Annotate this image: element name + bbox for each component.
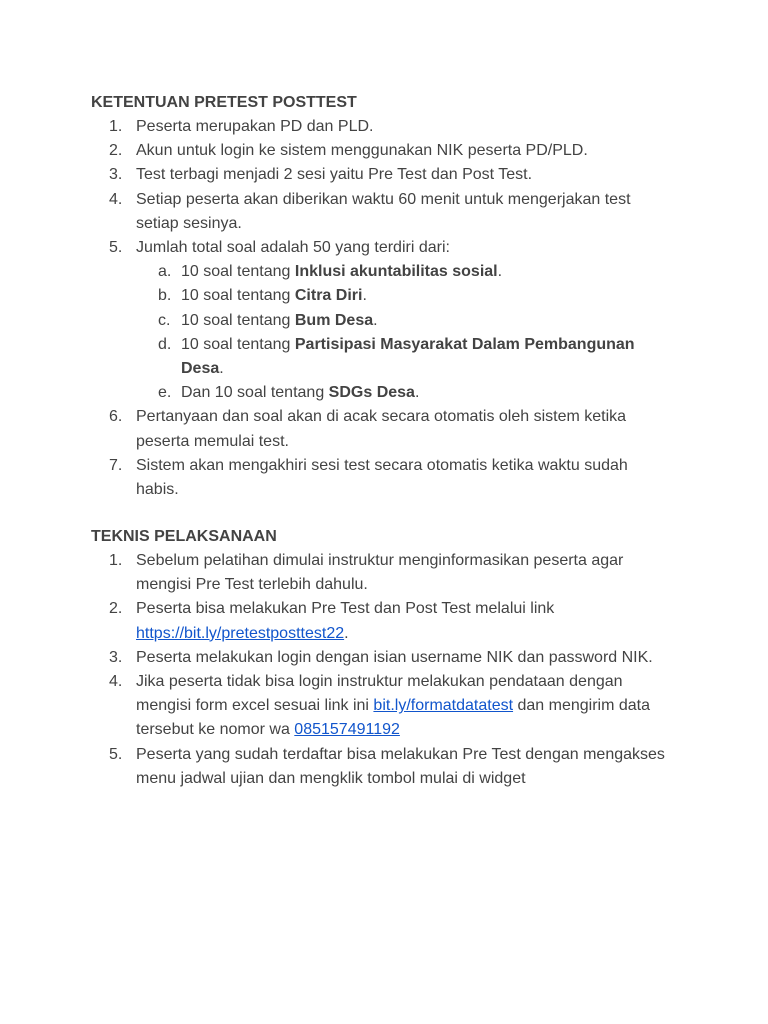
list-item [0,236,768,260]
sub-list-item [0,284,768,308]
list-number: 7. [109,456,123,474]
list-item-text [136,670,666,743]
sub-suffix: . [373,311,378,329]
list-number: 1. [109,118,123,135]
format-data-link[interactable]: bit.ly/formatdatatest [373,697,514,715]
list-item [0,188,768,236]
list-number: 4. [109,190,123,208]
sub-list-letter: c. [158,311,171,329]
sub-bold-topic: Inklusi akuntabilitas sosial [294,263,498,281]
item-text-before-link: Jika peserta tidak bisa login instruktur melakukan pendataan dengan mengisi form excel sesuai link ini [136,673,623,715]
sub-list-item [0,333,768,381]
list-item-text: Sistem akan mengakhiri sesi test secara otomatis ketika waktu sudah habis. [136,456,628,499]
sub-list-item [0,381,768,405]
list-item [0,549,768,597]
sub-list-text [181,260,661,284]
list-item-text: Peserta melakukan login dengan isian username NIK dan password NIK. [136,648,653,666]
sub-list-letter: d. [158,335,172,353]
sub-list-item [0,309,768,333]
item-text-before-link: Peserta bisa melakukan Pre Test dan Post Test melalui link [136,600,555,618]
section-title-teknis: TEKNIS PELAKSANAAN [91,528,277,545]
list-item [0,139,768,163]
list-item-text: Sebelum pelatihan dimulai instruktur menginformasikan peserta agar mengisi Pre Test terlebih dahulu. [136,552,624,594]
pretest-link[interactable]: https://bit.ly/pretestposttest22 [136,624,345,642]
list-number: 1. [109,552,123,569]
sub-bold-topic: Partisipasi Masyarakat Dalam Pembangunan Desa [181,335,635,378]
list-item [0,597,768,645]
list-number: 2. [109,142,123,160]
item-text-between-links: dan mengirim data tersebut ke nomor wa [136,697,651,739]
list-item [0,163,768,187]
sub-list-text [181,284,661,308]
list-item-text: Test terbagi menjadi 2 sesi yaitu Pre Test dan Post Test. [136,166,533,184]
sub-list-letter: a. [158,263,172,281]
sub-prefix: 10 soal tentang [181,335,295,353]
sub-list-letter: b. [158,287,172,305]
section-title-ketentuan: KETENTUAN PRETEST POSTTEST [91,94,357,111]
sub-suffix: . [414,384,420,402]
list-item-text: Akun untuk login ke sistem menggunakan NIK peserta PD/PLD. [136,142,588,160]
sub-prefix: 10 soal tentang [181,311,295,329]
list-item-text: Peserta merupakan PD dan PLD. [136,118,374,135]
list-item [0,670,768,743]
list-item-text: Pertanyaan dan soal akan di acak secara otomatis oleh sistem ketika peserta memulai test. [136,408,627,450]
sub-list-text [181,381,661,405]
list-item-text: Jumlah total soal adalah 50 yang terdiri dari: [136,239,450,257]
sub-prefix: 10 soal tentang [181,263,295,281]
list-number: 4. [109,673,123,691]
list-item-text [136,597,666,645]
teknis-list [0,549,768,791]
sub-list-text [181,309,661,333]
sub-bold-topic: Bum Desa [294,311,374,329]
list-item [0,743,768,791]
item-text-after-link: . [344,624,349,642]
list-number: 2. [109,600,123,618]
sub-suffix: . [497,263,503,281]
sub-bold-topic: SDGs Desa [328,384,415,402]
sub-list-letter: e. [158,384,172,402]
sub-prefix: 10 soal tentang [181,287,295,305]
sub-list-text [181,333,661,381]
list-number: 3. [109,648,123,666]
list-number: 6. [109,408,123,426]
sub-suffix: . [219,360,224,378]
list-item [0,115,768,139]
list-number: 3. [109,166,123,184]
list-number: 5. [109,239,123,257]
ketentuan-list [0,115,768,502]
list-item-text: Peserta yang sudah terdaftar bisa melakukan Pre Test dengan mengakses menu jadwal ujian dan mengklik tombol mulai di widget [136,745,665,787]
list-number: 5. [109,745,123,763]
whatsapp-number-link[interactable]: 085157491192 [294,721,400,739]
list-item [0,646,768,670]
sub-list-item [0,260,768,284]
list-item-text: Setiap peserta akan diberikan waktu 60 menit untuk mengerjakan test setiap sesinya. [136,190,631,232]
sub-bold-topic: Citra Diri [294,287,363,305]
list-item [0,405,768,453]
sub-suffix: . [362,287,367,305]
list-item [0,454,768,502]
sub-prefix: Dan 10 soal tentang [181,384,329,402]
